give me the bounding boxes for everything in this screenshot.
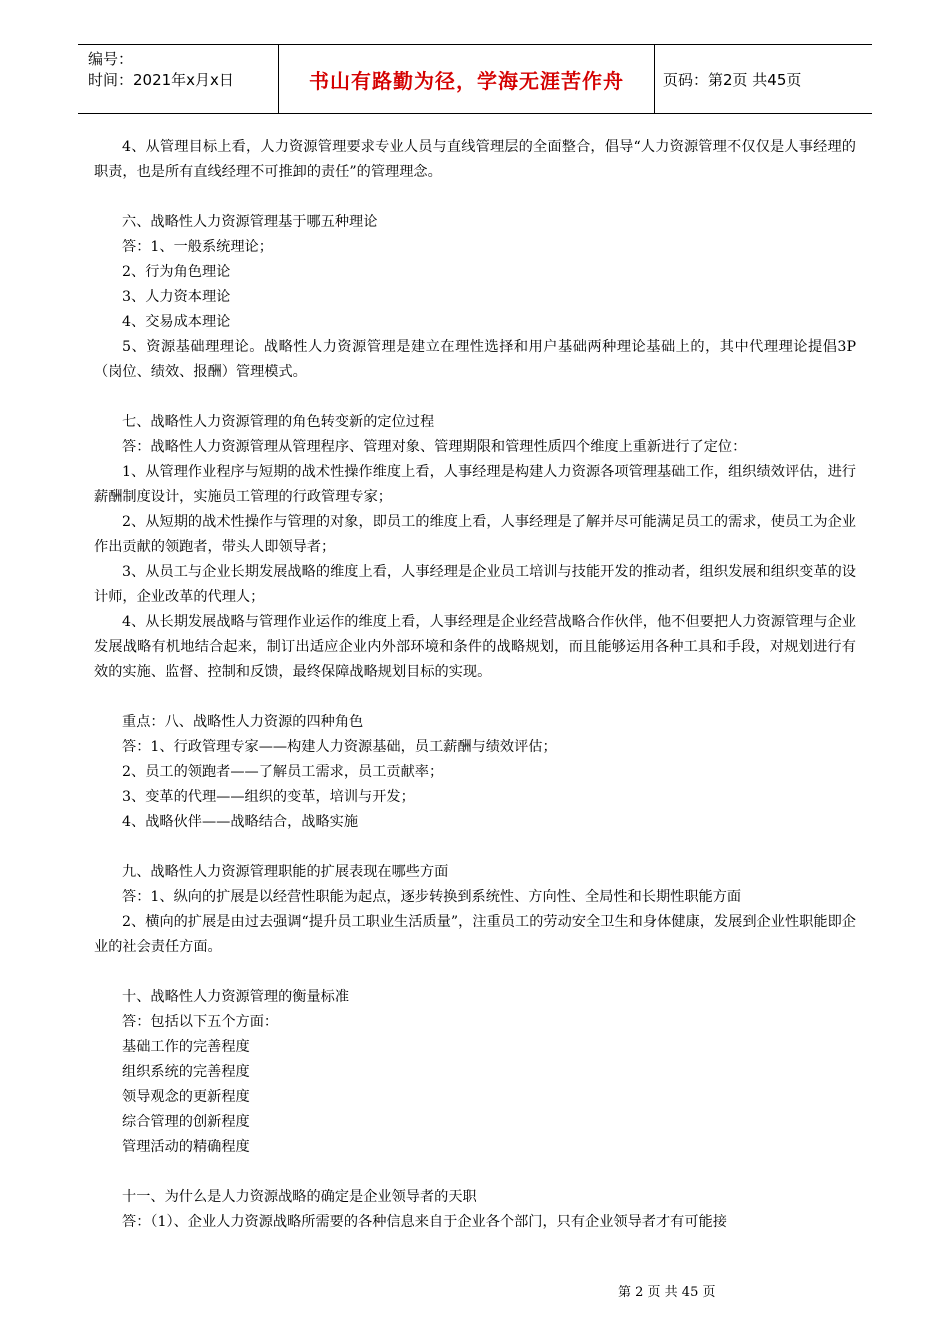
answer-line: 4、战略伙伴——战略结合，战略实施: [122, 814, 359, 830]
answer-line: 答：1、行政管理专家——构建人力资源基础，员工薪酬与绩效评估；: [122, 739, 557, 755]
paragraph: 4、从管理目标上看，人力资源管理要求专业人员与直线管理层的全面整合，倡导“人力资源管理不仅仅是人事经理的职责，也是所有直线经理不可推卸的责任”的管理理念。: [94, 139, 856, 180]
header-page-info: 页码：第2页 共45页: [663, 70, 802, 89]
answer-line: 综合管理的创新程度: [122, 1114, 250, 1130]
document-body: [94, 135, 856, 1235]
answer-line: 2、从短期的战术性操作与管理的对象，即员工的维度上看，人事经理是了解并尽可能满足员工的需求，使员工为企业作出贡献的领跑者，带头人即领导者；: [94, 514, 856, 555]
section-heading: 九、战略性人力资源管理职能的扩展表现在哪些方面: [122, 864, 449, 880]
answer-line: 1、从管理作业程序与短期的战术性操作维度上看，人事经理是构建人力资源各项管理基础工作，组织绩效评估，进行薪酬制度设计，实施员工管理的行政管理专家；: [94, 464, 856, 505]
answer-line: 领导观念的更新程度: [122, 1089, 250, 1105]
section-heading: 十、战略性人力资源管理的衡量标准: [122, 989, 350, 1005]
section-heading: 重点：八、战略性人力资源的四种角色: [122, 714, 364, 730]
header-time-label: 时间：2021年x月x日: [88, 71, 234, 89]
answer-line: 组织系统的完善程度: [122, 1064, 250, 1080]
page-footer: 第 2 页 共 45 页: [618, 1285, 716, 1300]
answer-line: 答：1、纵向的扩展是以经营性职能为起点，逐步转换到系统性、方向性、全局性和长期性职能方面: [122, 889, 742, 905]
answer-line: 2、行为角色理论: [122, 264, 231, 280]
answer-line: 答：战略性人力资源管理从管理程序、管理对象、管理期限和管理性质四个维度上重新进行了定位：: [122, 439, 747, 455]
section-heading: 七、战略性人力资源管理的角色转变新的定位过程: [122, 414, 435, 430]
header-meta: [88, 49, 234, 91]
answer-line: 答：（1）、企业人力资源战略所需要的各种信息来自于企业各个部门，只有企业领导者才有可能接: [122, 1214, 727, 1230]
answer-line: 管理活动的精确程度: [122, 1139, 250, 1155]
answer-line: 答：1、一般系统理论；: [122, 239, 273, 255]
answer-line: 2、横向的扩展是由过去强调“提升员工职业生活质量”，注重员工的劳动安全卫生和身体健康，发展到企业性职能即企业的社会责任方面。: [94, 914, 856, 955]
section-heading: 六、战略性人力资源管理基于哪五种理论: [122, 214, 378, 230]
answer-line: 5、资源基础理理论。战略性人力资源管理是建立在理性选择和用户基础两种理论基础上的，其中代理理论提倡3P（岗位、绩效、报酬）管理模式。: [94, 339, 856, 380]
answer-line: 3、变革的代理——组织的变革，培训与开发；: [122, 789, 415, 805]
header-divider: [654, 45, 655, 113]
answer-line: 3、从员工与企业长期发展战略的维度上看，人事经理是企业员工培训与技能开发的推动者，组织发展和组织变革的设计师，企业改革的代理人；: [94, 564, 856, 605]
answer-line: 4、从长期发展战略与管理作业运作的维度上看，人事经理是企业经营战略合作伙伴，他不但要把人力资源管理与企业发展战略有机地结合起来，制订出适应企业内外部环境和条件的战略规划，而且能够运用各种工具和手段，对规划进行有效的实施、监督、控制和反馈，最终保障战略规划目标的实现。: [94, 614, 856, 680]
answer-line: 4、交易成本理论: [122, 314, 231, 330]
page-header: [78, 44, 872, 114]
header-number-label: 编号：: [88, 50, 134, 68]
answer-line: 2、员工的领跑者——了解员工需求，员工贡献率；: [122, 764, 444, 780]
header-motto: 书山有路勤为径，学海无涯苦作舟: [309, 68, 624, 93]
answer-line: 3、人力资本理论: [122, 289, 231, 305]
answer-line: 答：包括以下五个方面：: [122, 1014, 279, 1030]
section-heading: 十一、为什么是人力资源战略的确定是企业领导者的天职: [122, 1189, 477, 1205]
answer-line: 基础工作的完善程度: [122, 1039, 250, 1055]
